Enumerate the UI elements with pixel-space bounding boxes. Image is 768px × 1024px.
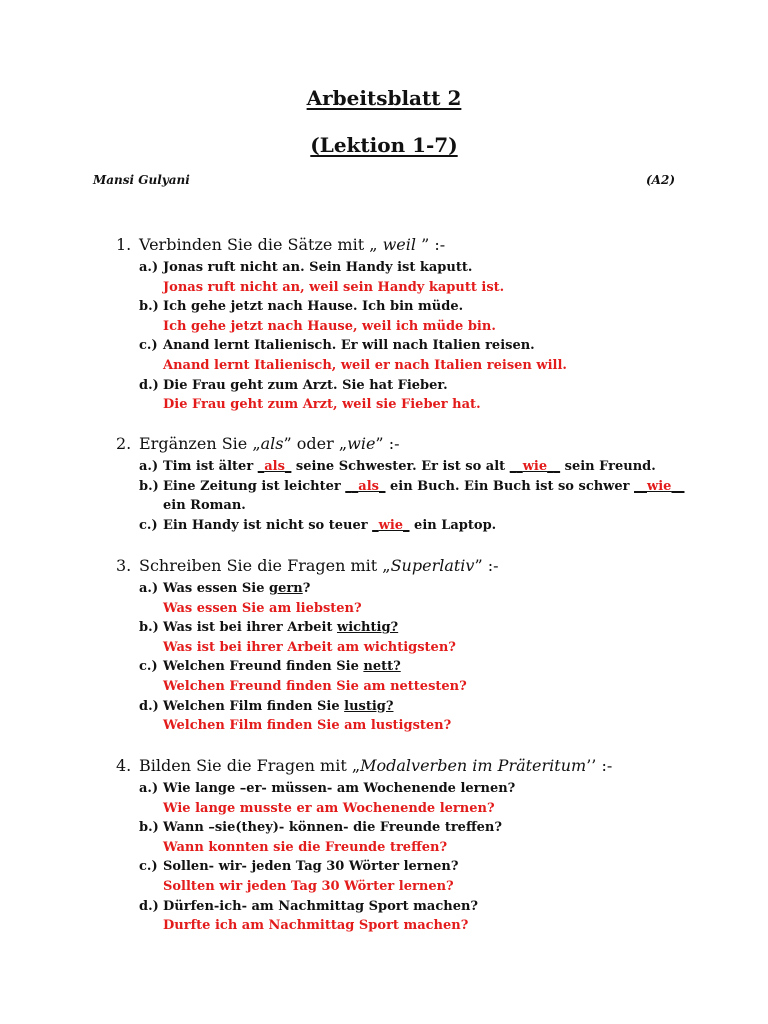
- item-marker: b.): [139, 478, 159, 494]
- exercise-item: [116, 516, 716, 536]
- exercise-item: [116, 857, 716, 896]
- question-text: Tim ist älter _als_ seine Schwester. Er ist so alt __wie__ sein Freund.: [163, 459, 656, 474]
- question-text: Anand lernt Italienisch. Er will nach Italien reisen.: [163, 338, 535, 354]
- exercise-item: [116, 897, 716, 936]
- exercise-item: [116, 657, 716, 696]
- question-text: Dürfen-ich- am Nachmittag Sport machen?: [163, 898, 479, 914]
- keyword: nett?: [363, 659, 401, 675]
- question-text: Jonas ruft nicht an. Sein Handy ist kaputt.: [163, 260, 473, 275]
- exercise-item: [116, 697, 716, 736]
- exercise-item: [116, 818, 716, 857]
- item-marker: a.): [139, 781, 159, 796]
- question-text: Wie lange –er- müssen- am Wochenende lernen?: [163, 781, 516, 796]
- section-number: 4.: [116, 756, 132, 775]
- section-heading: 1. Verbinden Sie die Sätze mit „ weil ” :-: [116, 235, 446, 254]
- item-marker: c.): [139, 859, 158, 875]
- exercise-item: [116, 336, 716, 375]
- answer-text: Durfte ich am Nachmittag Sport machen?: [163, 918, 469, 934]
- blank-answer: wie: [647, 478, 672, 494]
- level-label: (A2): [646, 173, 676, 187]
- question-continuation: ein Roman.: [163, 498, 246, 514]
- question-text: Ich gehe jetzt nach Hause. Ich bin müde.: [163, 299, 464, 315]
- section-superlativ: [116, 556, 716, 736]
- question-text: Welchen Freund finden Sie nett?: [163, 659, 401, 675]
- worksheet-subtitle: (Lektion 1-7): [310, 133, 458, 157]
- answer-text: Was essen Sie am liebsten?: [163, 600, 362, 616]
- blank-answer: wie: [378, 517, 404, 533]
- keyword: wichtig?: [337, 620, 399, 636]
- section-number: 1.: [116, 235, 132, 254]
- question-text: Ein Handy ist nicht so teuer _wie_ ein Laptop.: [163, 517, 497, 533]
- exercise-item: [116, 258, 716, 297]
- blank-answer: als: [358, 478, 379, 494]
- question-text: Was essen Sie gern?: [163, 581, 311, 596]
- section-number: 2.: [116, 434, 132, 453]
- question-text: Sollen- wir- jeden Tag 30 Wörter lernen?: [163, 859, 459, 875]
- section-heading: 3. Schreiben Sie die Fragen mit „Superlativ” :-: [116, 556, 499, 575]
- exercise-item: [116, 457, 716, 477]
- exercise-item: [116, 779, 716, 818]
- section-heading: 4. Bilden Sie die Fragen mit „Modalverben im Präteritum’’ :-: [116, 756, 613, 775]
- section-heading: 2. Ergänzen Sie „als” oder „wie” :-: [116, 434, 400, 453]
- item-marker: c.): [139, 338, 158, 354]
- fill-blank: __wie__: [509, 459, 561, 474]
- exercise-item: [116, 376, 716, 415]
- worksheet-title: Arbeitsblatt 2: [306, 86, 462, 110]
- exercise-item: [116, 297, 716, 336]
- item-marker: b.): [139, 299, 159, 315]
- answer-text: Jonas ruft nicht an, weil sein Handy kaputt ist.: [163, 279, 505, 295]
- answer-text: Die Frau geht zum Arzt, weil sie Fieber hat.: [163, 397, 481, 413]
- answer-text: Welchen Film finden Sie am lustigsten?: [163, 718, 452, 734]
- answer-text: Anand lernt Italienisch, weil er nach Italien reisen will.: [163, 357, 567, 373]
- exercise-item: [116, 618, 716, 657]
- exercise-item: [116, 579, 716, 618]
- answer-text: Wie lange musste er am Wochenende lernen?: [163, 800, 495, 816]
- fill-blank: _wie_: [372, 517, 410, 533]
- section-weil: [116, 235, 716, 415]
- answer-text: Welchen Freund finden Sie am nettesten?: [163, 678, 467, 694]
- fill-blank: __als_: [345, 478, 386, 494]
- section-als-wie: [116, 434, 716, 535]
- item-marker: a.): [139, 459, 159, 474]
- answer-text: Ich gehe jetzt nach Hause, weil ich müde bin.: [163, 318, 496, 334]
- blank-answer: als: [264, 459, 285, 474]
- keyword: lustig?: [344, 698, 394, 714]
- item-marker: d.): [139, 698, 159, 714]
- keyword: gern: [269, 581, 303, 596]
- answer-text: Was ist bei ihrer Arbeit am wichtigsten?: [163, 639, 456, 655]
- item-marker: c.): [139, 517, 158, 533]
- item-marker: c.): [139, 659, 158, 675]
- question-text: Was ist bei ihrer Arbeit wichtig?: [163, 620, 399, 636]
- item-marker: b.): [139, 620, 159, 636]
- section-number: 3.: [116, 556, 132, 575]
- question-text: Die Frau geht zum Arzt. Sie hat Fieber.: [163, 377, 448, 393]
- item-marker: a.): [139, 581, 159, 596]
- question-text: Eine Zeitung ist leichter __als_ ein Buch. Ein Buch ist so schwer __wie__: [163, 478, 685, 494]
- section-modalverben: [116, 756, 716, 936]
- exercise-item: [116, 477, 716, 516]
- item-marker: b.): [139, 820, 159, 836]
- question-text: Welchen Film finden Sie lustig?: [163, 698, 394, 714]
- item-marker: a.): [139, 260, 159, 275]
- answer-text: Wann konnten sie die Freunde treffen?: [163, 839, 448, 855]
- fill-blank: __wie__: [634, 478, 685, 494]
- blank-answer: wie: [522, 459, 548, 474]
- author-name: Mansi Gulyani: [93, 173, 190, 187]
- item-marker: d.): [139, 898, 159, 914]
- question-text: Wann –sie(they)- können- die Freunde treffen?: [163, 820, 502, 836]
- answer-text: Sollten wir jeden Tag 30 Wörter lernen?: [163, 878, 454, 894]
- fill-blank: _als_: [257, 459, 292, 474]
- item-marker: d.): [139, 377, 159, 393]
